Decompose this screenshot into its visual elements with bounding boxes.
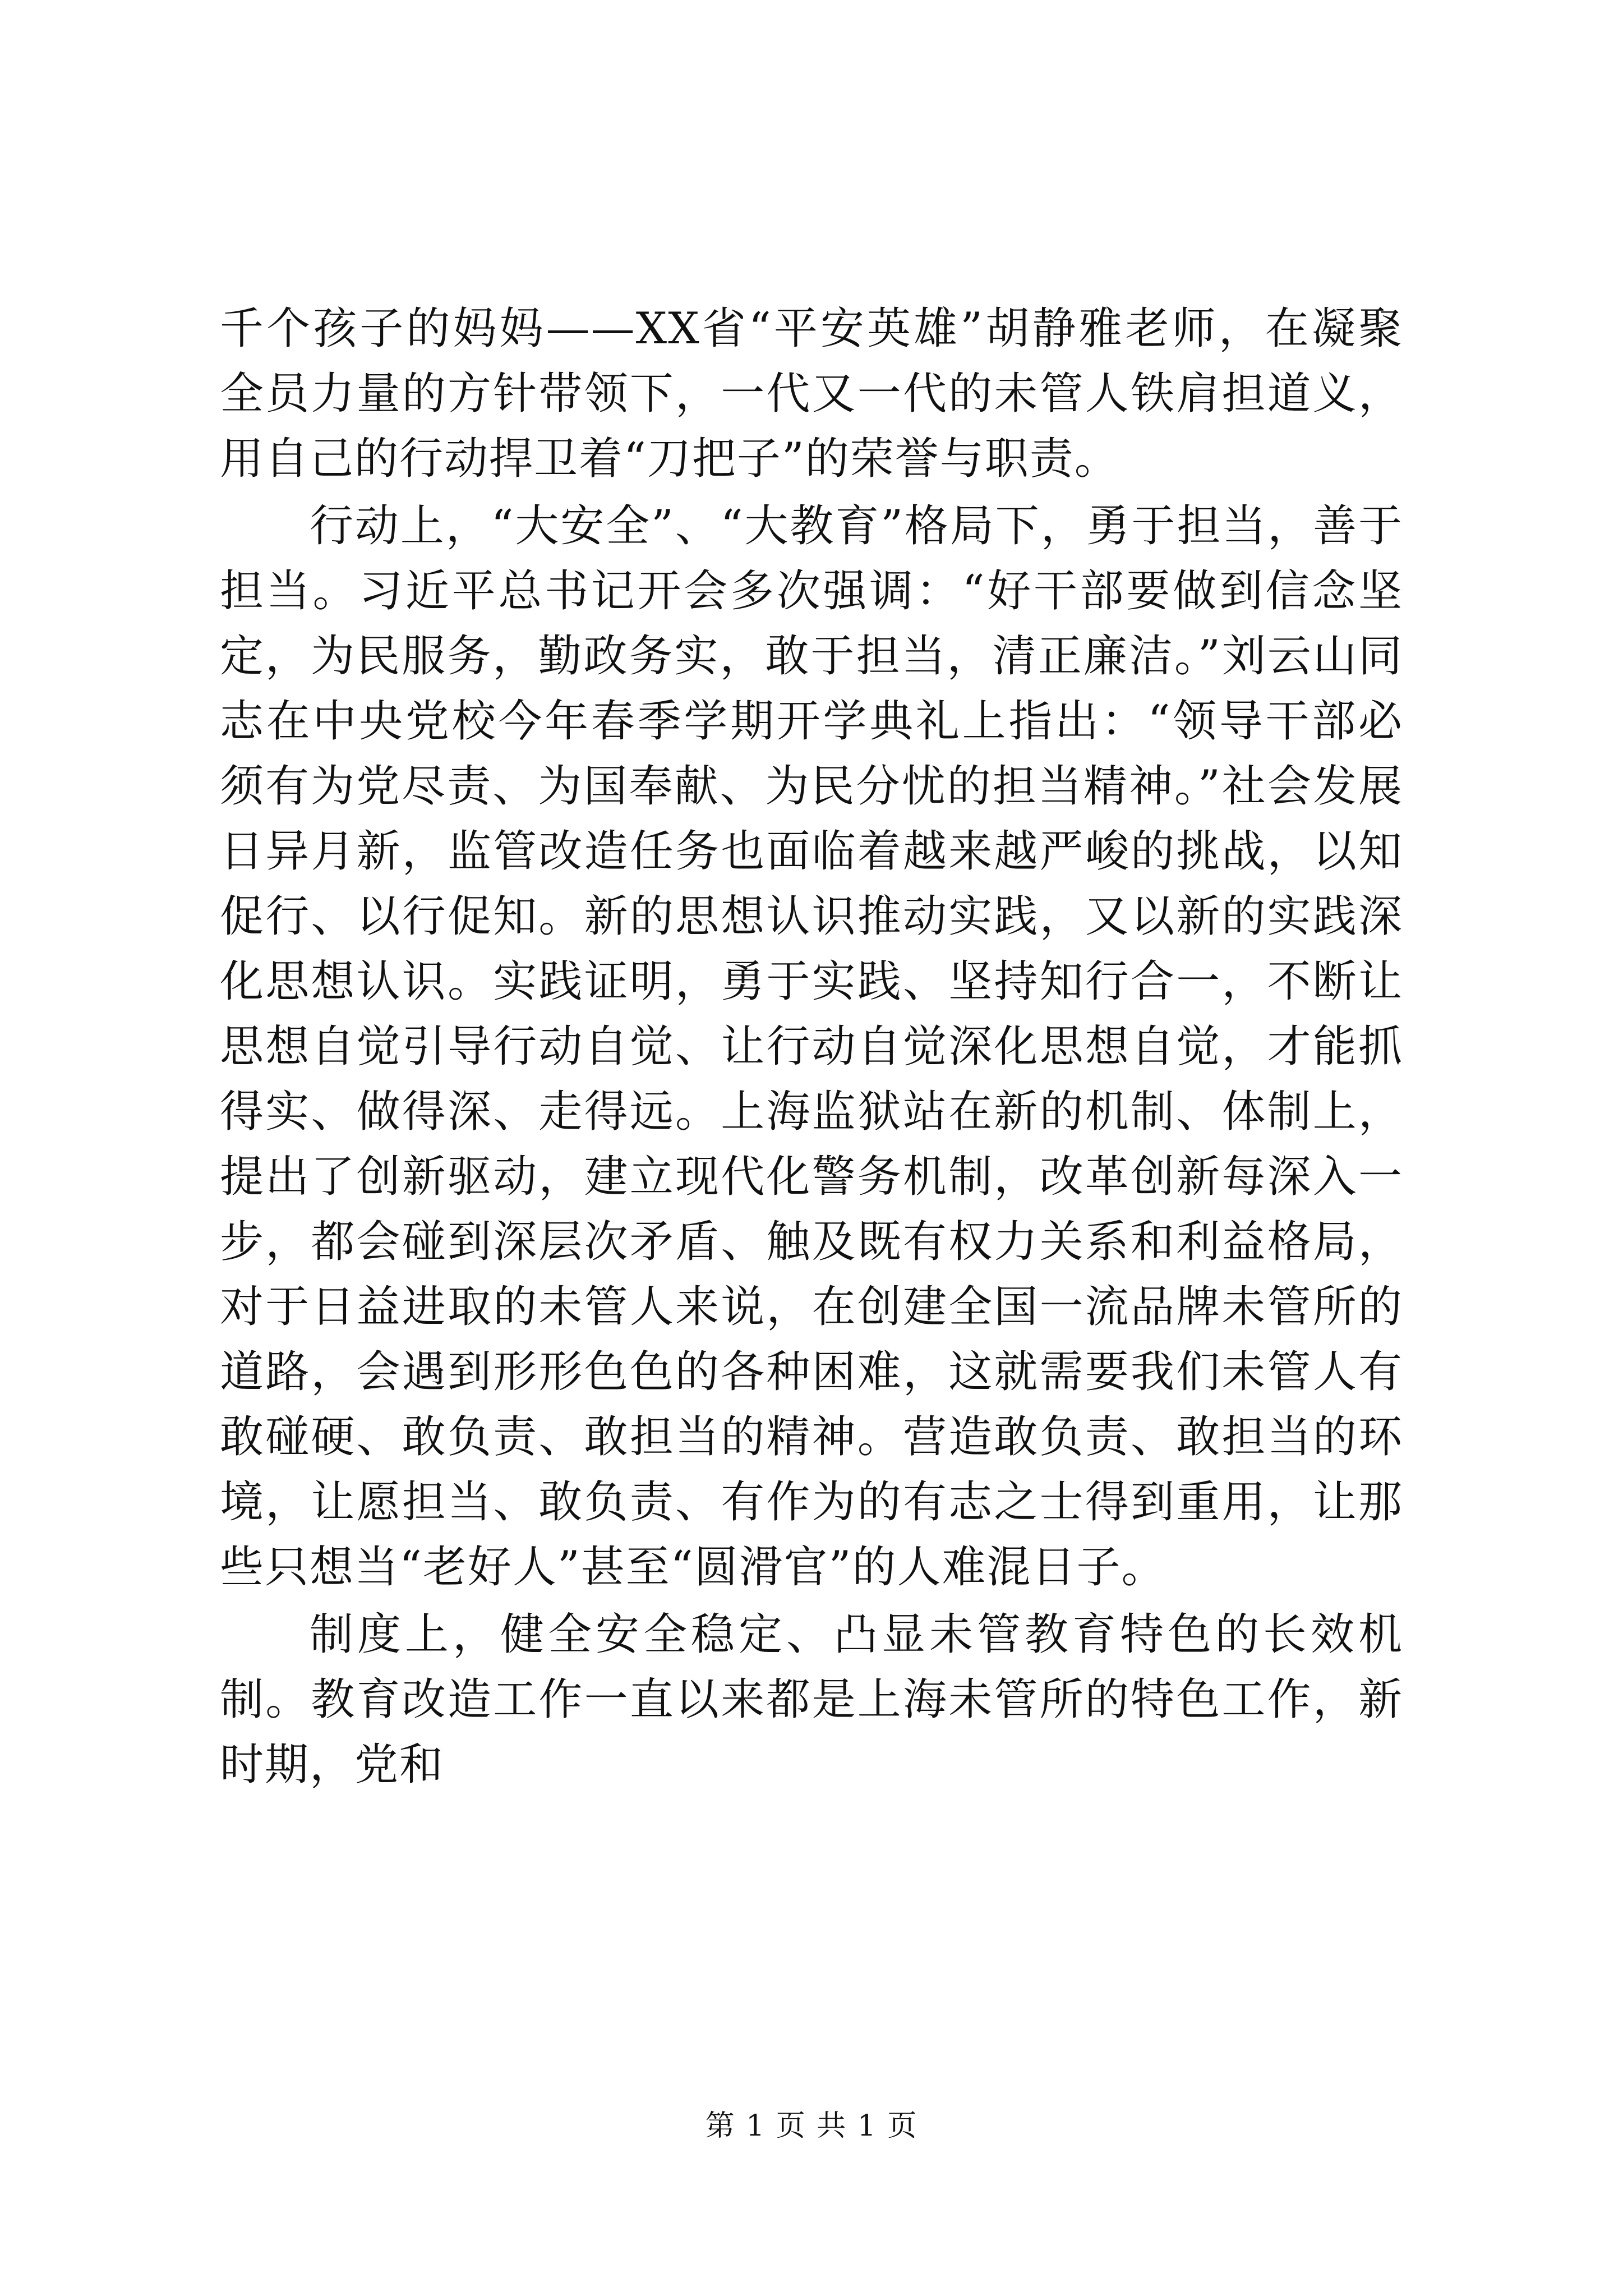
- page-footer: 第 1 页 共 1 页: [705, 2109, 918, 2143]
- paragraph-3: 制度上，健全安全稳定、凸显未管教育特色的长效机制。教育改造工作一直以来都是上海未管所的特色工作，新时期，党和: [220, 1609, 1403, 1790]
- paragraph-1: 千个孩子的妈妈——XX省“平安英雄”胡静雅老师，在凝聚全员力量的方针带领下，一代又一代的未管人铁肩担道义，用自己的行动捍卫着“刀把子”的荣誉与职责。: [220, 303, 1403, 484]
- paragraph-2: 行动上，“大安全”、“大教育”格局下，勇于担当，善于担当。习近平总书记开会多次强调：“好干部要做到信念坚定，为民服务，勤政务实，敢于担当，清正廉洁。”刘云山同志在中央党校今年春季学期开学典礼上指出：“领导干部必须有为党尽责、为国奉献、为民分忧的担当精神。”社会发展日异月新，监管改造任务也面临着越来越严峻的挑战，以知促行、以行促知。新的思想认识推动实践，又以新的实践深化思想认识。实践证明，勇于实践、坚持知行合一，不断让思想自觉引导行动自觉、让行动自觉深化思想自觉，才能抓得实、做得深、走得远。上海监狱站在新的机制、体制上，提出了创新驱动，建立现代化警务机制，改革创新每深入一步，都会碰到深层次矛盾、触及既有权力关系和利益格局，对于日益进取的未管人来说，在创建全国一流品牌未管所的道路，会遇到形形色色的各种困难，这就需要我们未管人有敢碰硬、敢负责、敢担当的精神。营造敢负责、敢担当的环境，让愿担当、敢负责、有作为的有志之士得到重用，让那些只想当“老好人”甚至“圆滑官”的人难混日子。: [220, 501, 1403, 1593]
- document-body: [220, 296, 1403, 1797]
